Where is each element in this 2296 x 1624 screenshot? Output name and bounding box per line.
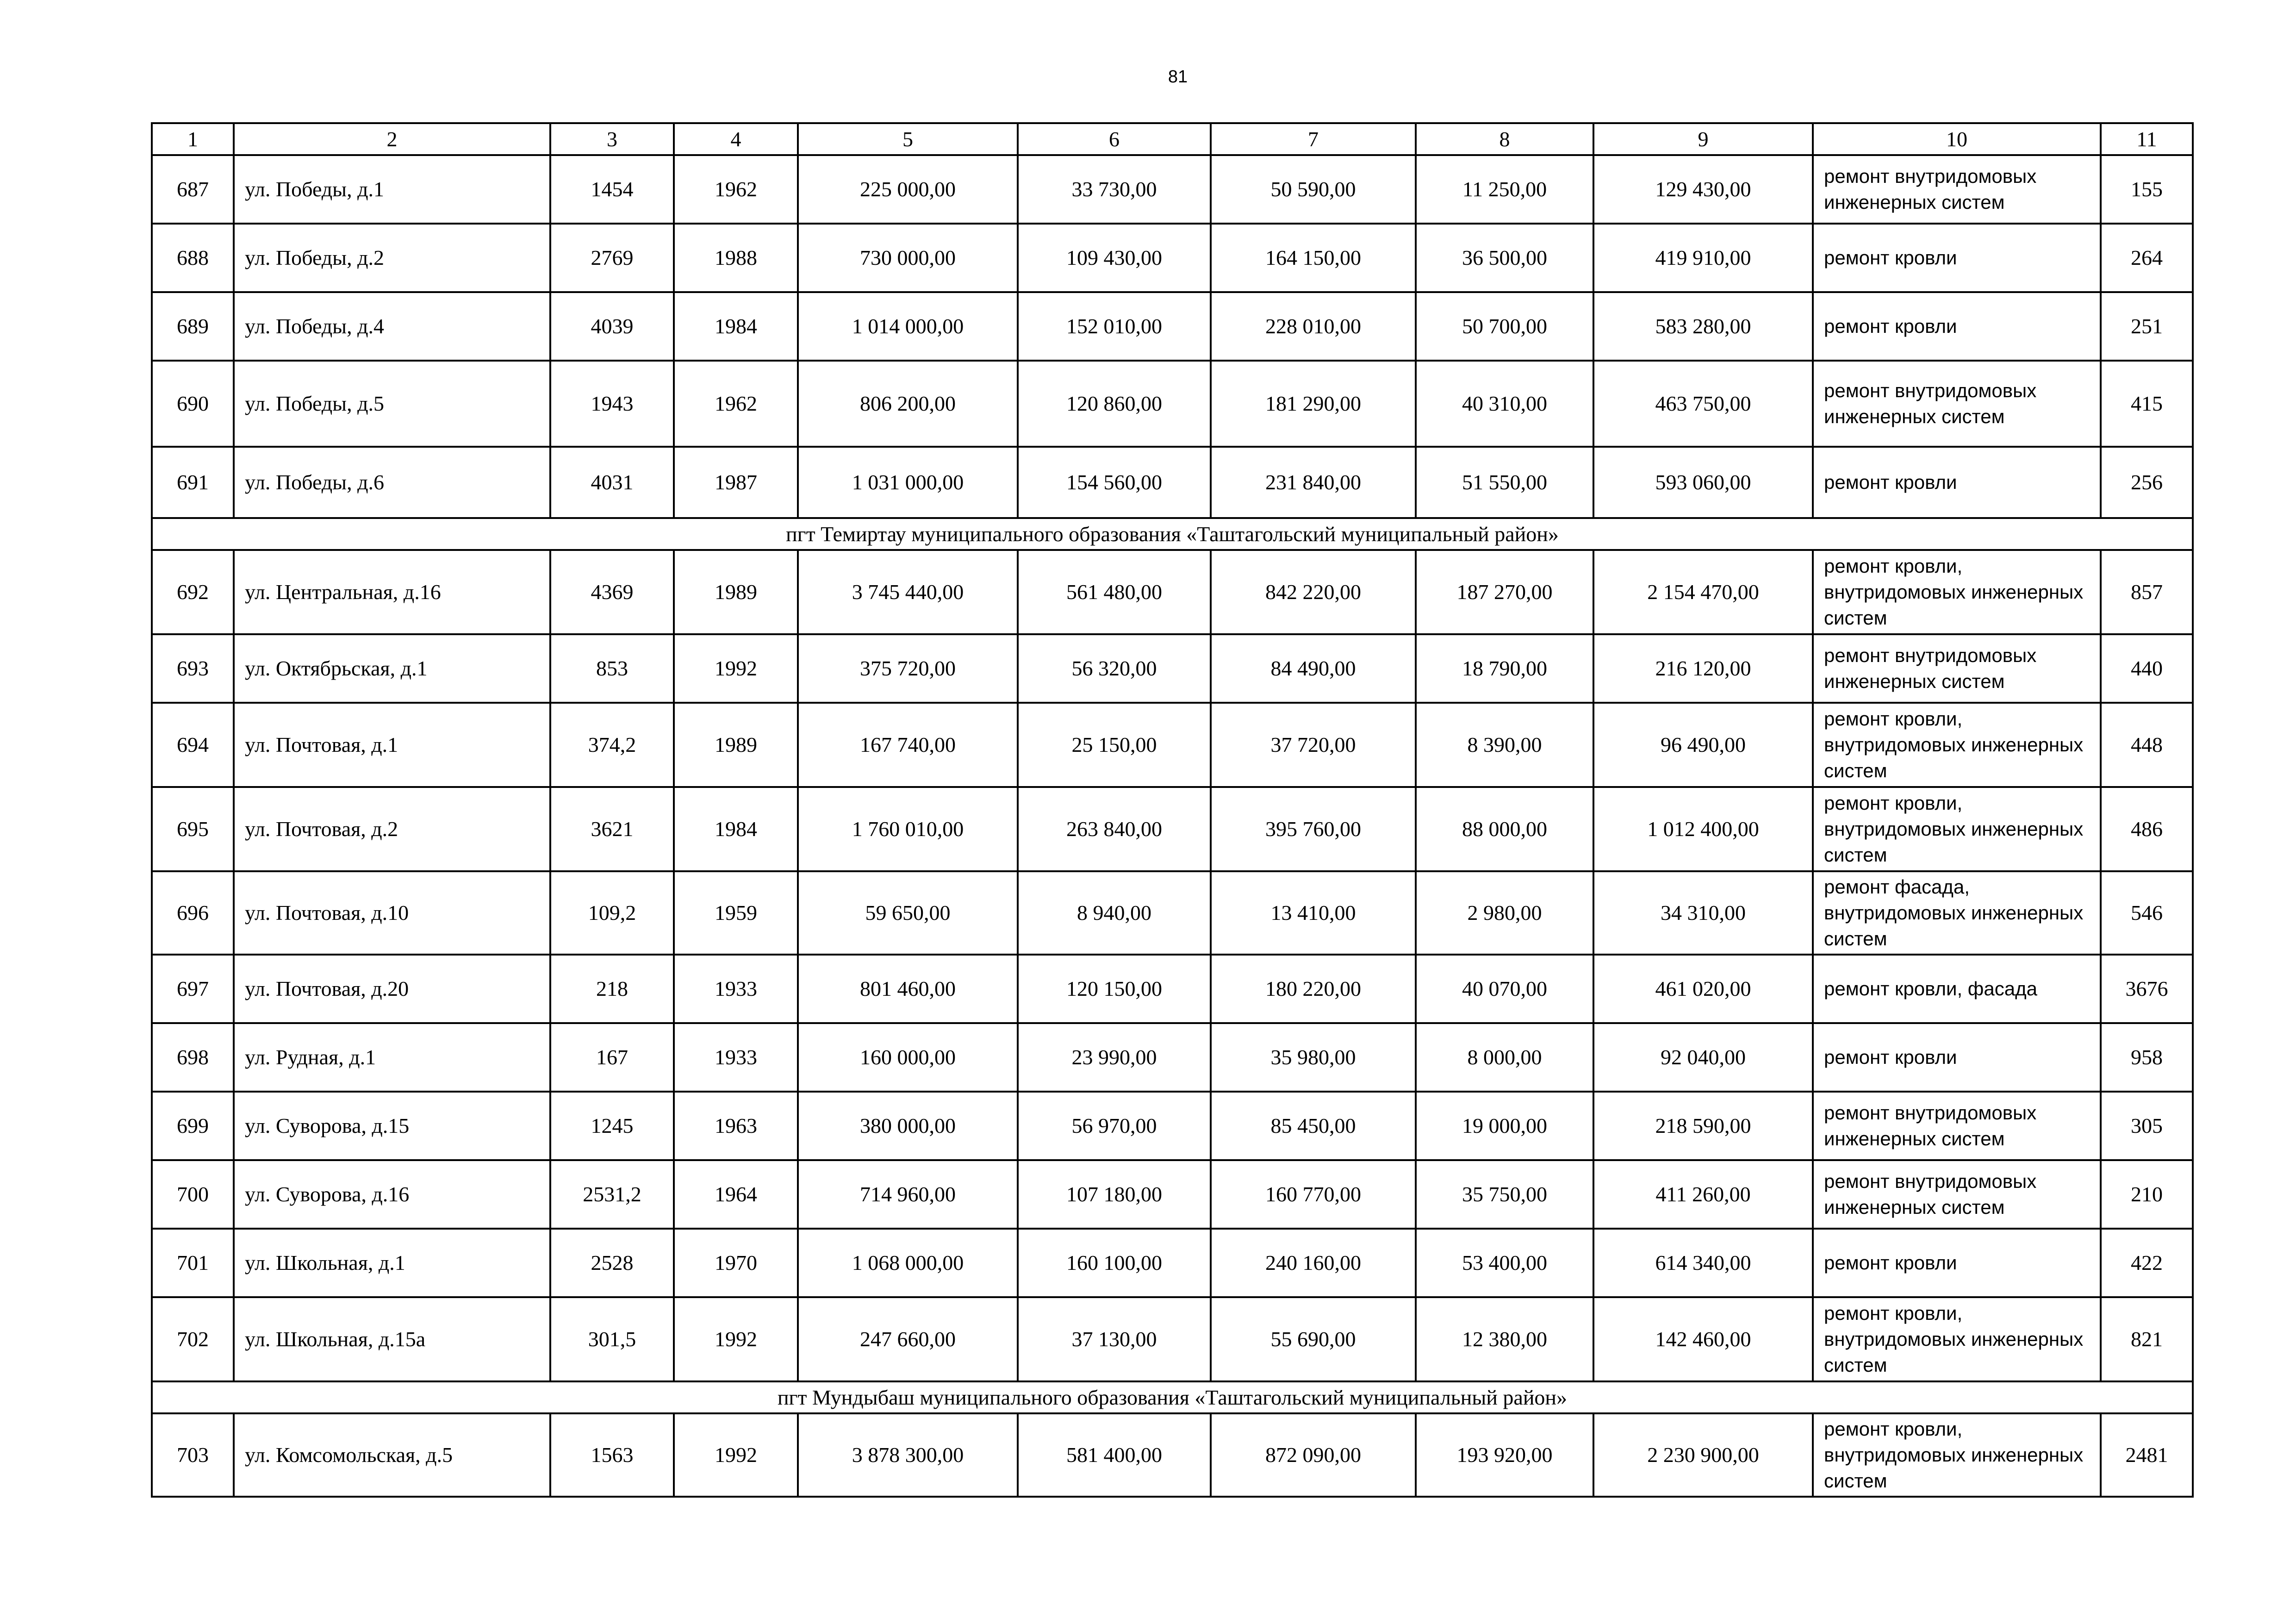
total-cost-cell: 3 878 300,00 [798,1413,1018,1497]
area-cell: 167 [550,1023,674,1092]
address-cell: ул. Суворова, д.15 [234,1092,550,1160]
area-cell: 2769 [550,224,674,292]
address-cell: ул. Победы, д.2 [234,224,550,292]
repair-type-cell: ремонт внутридомовых инженерных систем [1813,1160,2101,1229]
amount-col8-cell: 18 790,00 [1416,634,1593,703]
table-row [152,292,2193,361]
amount-col7-cell: 35 980,00 [1211,1023,1416,1092]
area-cell: 1245 [550,1092,674,1160]
value-col11-cell: 415 [2101,361,2193,447]
address-cell: ул. Комсомольская, д.5 [234,1413,550,1497]
amount-col6-cell: 152 010,00 [1018,292,1211,361]
total-cost-cell: 1 068 000,00 [798,1229,1018,1297]
amount-col9-cell: 2 230 900,00 [1593,1413,1813,1497]
address-cell: ул. Почтовая, д.1 [234,703,550,787]
total-cost-cell: 1 031 000,00 [798,447,1018,518]
area-cell: 1943 [550,361,674,447]
amount-col9-cell: 463 750,00 [1593,361,1813,447]
row-number-cell: 693 [152,634,234,703]
address-cell: ул. Почтовая, д.2 [234,787,550,871]
area-cell: 218 [550,955,674,1023]
table-row [152,871,2193,955]
area-cell: 1563 [550,1413,674,1497]
amount-col8-cell: 187 270,00 [1416,550,1593,634]
repair-type-cell: ремонт кровли [1813,1023,2101,1092]
value-col11-cell: 958 [2101,1023,2193,1092]
amount-col6-cell: 8 940,00 [1018,871,1211,955]
table-row [152,955,2193,1023]
amount-col8-cell: 88 000,00 [1416,787,1593,871]
amount-col8-cell: 8 390,00 [1416,703,1593,787]
value-col11-cell: 857 [2101,550,2193,634]
row-number-cell: 687 [152,155,234,224]
year-cell: 1970 [674,1229,798,1297]
table-row [152,224,2193,292]
amount-col6-cell: 23 990,00 [1018,1023,1211,1092]
year-cell: 1959 [674,871,798,955]
value-col11-cell: 2481 [2101,1413,2193,1497]
year-cell: 1992 [674,634,798,703]
table-row [152,634,2193,703]
year-cell: 1984 [674,787,798,871]
total-cost-cell: 375 720,00 [798,634,1018,703]
total-cost-cell: 167 740,00 [798,703,1018,787]
amount-col8-cell: 36 500,00 [1416,224,1593,292]
amount-col9-cell: 583 280,00 [1593,292,1813,361]
total-cost-cell: 714 960,00 [798,1160,1018,1229]
address-cell: ул. Школьная, д.1 [234,1229,550,1297]
amount-col7-cell: 228 010,00 [1211,292,1416,361]
amount-col8-cell: 2 980,00 [1416,871,1593,955]
amount-col7-cell: 231 840,00 [1211,447,1416,518]
total-cost-cell: 1 014 000,00 [798,292,1018,361]
row-number-cell: 689 [152,292,234,361]
year-cell: 1962 [674,361,798,447]
table-row [152,1092,2193,1160]
total-cost-cell: 380 000,00 [798,1092,1018,1160]
amount-col9-cell: 2 154 470,00 [1593,550,1813,634]
row-number-cell: 702 [152,1297,234,1381]
amount-col6-cell: 160 100,00 [1018,1229,1211,1297]
area-cell: 1454 [550,155,674,224]
amount-col8-cell: 12 380,00 [1416,1297,1593,1381]
year-cell: 1962 [674,155,798,224]
amount-col7-cell: 395 760,00 [1211,787,1416,871]
table-row [152,361,2193,447]
amount-col6-cell: 25 150,00 [1018,703,1211,787]
amount-col6-cell: 120 860,00 [1018,361,1211,447]
repair-type-cell: ремонт кровли, внутридомовых инженерных систем [1813,703,2101,787]
address-cell: ул. Почтовая, д.10 [234,871,550,955]
year-cell: 1963 [674,1092,798,1160]
row-number-cell: 692 [152,550,234,634]
total-cost-cell: 3 745 440,00 [798,550,1018,634]
column-header: 3 [550,123,674,155]
amount-col9-cell: 614 340,00 [1593,1229,1813,1297]
year-cell: 1984 [674,292,798,361]
area-cell: 301,5 [550,1297,674,1381]
repair-type-cell: ремонт кровли, внутридомовых инженерных систем [1813,1297,2101,1381]
amount-col6-cell: 56 970,00 [1018,1092,1211,1160]
value-col11-cell: 3676 [2101,955,2193,1023]
amount-col7-cell: 181 290,00 [1211,361,1416,447]
table-row [152,447,2193,518]
amount-col7-cell: 13 410,00 [1211,871,1416,955]
table-row [152,1229,2193,1297]
amount-col7-cell: 872 090,00 [1211,1413,1416,1497]
repair-type-cell: ремонт внутридомовых инженерных систем [1813,634,2101,703]
total-cost-cell: 247 660,00 [798,1297,1018,1381]
repair-type-cell: ремонт внутридомовых инженерных систем [1813,361,2101,447]
section-title: пгт Мундыбаш муниципального образования «Таштагольский муниципальный район» [152,1381,2193,1413]
address-cell: ул. Школьная, д.15а [234,1297,550,1381]
section-header-row [152,1381,2193,1413]
amount-col8-cell: 50 700,00 [1416,292,1593,361]
row-number-cell: 703 [152,1413,234,1497]
housing-repair-register-table [151,122,2194,1498]
address-cell: ул. Победы, д.6 [234,447,550,518]
amount-col9-cell: 218 590,00 [1593,1092,1813,1160]
area-cell: 2528 [550,1229,674,1297]
row-number-cell: 699 [152,1092,234,1160]
repair-type-cell: ремонт внутридомовых инженерных систем [1813,155,2101,224]
value-col11-cell: 422 [2101,1229,2193,1297]
year-cell: 1988 [674,224,798,292]
row-number-cell: 690 [152,361,234,447]
register-body [152,155,2193,1497]
amount-col8-cell: 53 400,00 [1416,1229,1593,1297]
amount-col6-cell: 120 150,00 [1018,955,1211,1023]
address-cell: ул. Почтовая, д.20 [234,955,550,1023]
value-col11-cell: 546 [2101,871,2193,955]
amount-col8-cell: 8 000,00 [1416,1023,1593,1092]
amount-col6-cell: 109 430,00 [1018,224,1211,292]
amount-col7-cell: 240 160,00 [1211,1229,1416,1297]
amount-col9-cell: 216 120,00 [1593,634,1813,703]
repair-type-cell: ремонт внутридомовых инженерных систем [1813,1092,2101,1160]
total-cost-cell: 806 200,00 [798,361,1018,447]
page-number: 81 [1168,67,1188,87]
table-row [152,787,2193,871]
amount-col6-cell: 581 400,00 [1018,1413,1211,1497]
value-col11-cell: 210 [2101,1160,2193,1229]
amount-col9-cell: 1 012 400,00 [1593,787,1813,871]
amount-col7-cell: 180 220,00 [1211,955,1416,1023]
area-cell: 109,2 [550,871,674,955]
amount-col7-cell: 164 150,00 [1211,224,1416,292]
column-header: 4 [674,123,798,155]
column-header: 2 [234,123,550,155]
section-header-row [152,518,2193,550]
amount-col8-cell: 19 000,00 [1416,1092,1593,1160]
row-number-cell: 698 [152,1023,234,1092]
value-col11-cell: 264 [2101,224,2193,292]
column-header: 10 [1813,123,2101,155]
column-header: 5 [798,123,1018,155]
repair-type-cell: ремонт кровли [1813,447,2101,518]
amount-col7-cell: 84 490,00 [1211,634,1416,703]
row-number-cell: 694 [152,703,234,787]
amount-col7-cell: 50 590,00 [1211,155,1416,224]
column-header: 11 [2101,123,2193,155]
table-row [152,1413,2193,1497]
table-row [152,550,2193,634]
area-cell: 4369 [550,550,674,634]
table-row [152,155,2193,224]
repair-type-cell: ремонт кровли, внутридомовых инженерных систем [1813,1413,2101,1497]
column-header: 7 [1211,123,1416,155]
value-col11-cell: 256 [2101,447,2193,518]
table-row [152,703,2193,787]
column-number-header-row [152,123,2193,155]
amount-col7-cell: 85 450,00 [1211,1092,1416,1160]
amount-col9-cell: 411 260,00 [1593,1160,1813,1229]
address-cell: ул. Суворова, д.16 [234,1160,550,1229]
year-cell: 1933 [674,1023,798,1092]
value-col11-cell: 821 [2101,1297,2193,1381]
amount-col8-cell: 51 550,00 [1416,447,1593,518]
value-col11-cell: 155 [2101,155,2193,224]
year-cell: 1989 [674,550,798,634]
amount-col6-cell: 37 130,00 [1018,1297,1211,1381]
column-header: 6 [1018,123,1211,155]
section-title: пгт Темиртау муниципального образования «Таштагольский муниципальный район» [152,518,2193,550]
row-number-cell: 696 [152,871,234,955]
row-number-cell: 701 [152,1229,234,1297]
amount-col6-cell: 33 730,00 [1018,155,1211,224]
amount-col9-cell: 96 490,00 [1593,703,1813,787]
year-cell: 1987 [674,447,798,518]
repair-type-cell: ремонт кровли [1813,1229,2101,1297]
column-header: 9 [1593,123,1813,155]
repair-type-cell: ремонт кровли, внутридомовых инженерных систем [1813,550,2101,634]
amount-col6-cell: 263 840,00 [1018,787,1211,871]
row-number-cell: 697 [152,955,234,1023]
repair-type-cell: ремонт кровли [1813,292,2101,361]
value-col11-cell: 440 [2101,634,2193,703]
area-cell: 4031 [550,447,674,518]
amount-col9-cell: 92 040,00 [1593,1023,1813,1092]
amount-col6-cell: 154 560,00 [1018,447,1211,518]
total-cost-cell: 59 650,00 [798,871,1018,955]
repair-type-cell: ремонт кровли, фасада [1813,955,2101,1023]
amount-col9-cell: 129 430,00 [1593,155,1813,224]
repair-type-cell: ремонт фасада, внутридомовых инженерных систем [1813,871,2101,955]
amount-col7-cell: 842 220,00 [1211,550,1416,634]
amount-col9-cell: 419 910,00 [1593,224,1813,292]
area-cell: 3621 [550,787,674,871]
repair-type-cell: ремонт кровли, внутридомовых инженерных систем [1813,787,2101,871]
row-number-cell: 695 [152,787,234,871]
table-row [152,1023,2193,1092]
address-cell: ул. Победы, д.4 [234,292,550,361]
amount-col7-cell: 37 720,00 [1211,703,1416,787]
total-cost-cell: 730 000,00 [798,224,1018,292]
amount-col9-cell: 142 460,00 [1593,1297,1813,1381]
amount-col9-cell: 34 310,00 [1593,871,1813,955]
area-cell: 4039 [550,292,674,361]
row-number-cell: 688 [152,224,234,292]
address-cell: ул. Рудная, д.1 [234,1023,550,1092]
year-cell: 1992 [674,1297,798,1381]
row-number-cell: 700 [152,1160,234,1229]
amount-col8-cell: 40 310,00 [1416,361,1593,447]
amount-col9-cell: 461 020,00 [1593,955,1813,1023]
area-cell: 2531,2 [550,1160,674,1229]
address-cell: ул. Центральная, д.16 [234,550,550,634]
value-col11-cell: 486 [2101,787,2193,871]
amount-col8-cell: 193 920,00 [1416,1413,1593,1497]
address-cell: ул. Октябрьская, д.1 [234,634,550,703]
total-cost-cell: 160 000,00 [798,1023,1018,1092]
table-row [152,1297,2193,1381]
repair-type-cell: ремонт кровли [1813,224,2101,292]
row-number-cell: 691 [152,447,234,518]
amount-col7-cell: 160 770,00 [1211,1160,1416,1229]
amount-col6-cell: 56 320,00 [1018,634,1211,703]
year-cell: 1992 [674,1413,798,1497]
total-cost-cell: 225 000,00 [798,155,1018,224]
amount-col8-cell: 40 070,00 [1416,955,1593,1023]
amount-col8-cell: 35 750,00 [1416,1160,1593,1229]
total-cost-cell: 1 760 010,00 [798,787,1018,871]
column-header: 8 [1416,123,1593,155]
amount-col6-cell: 107 180,00 [1018,1160,1211,1229]
year-cell: 1933 [674,955,798,1023]
total-cost-cell: 801 460,00 [798,955,1018,1023]
amount-col6-cell: 561 480,00 [1018,550,1211,634]
table-row [152,1160,2193,1229]
value-col11-cell: 251 [2101,292,2193,361]
amount-col8-cell: 11 250,00 [1416,155,1593,224]
value-col11-cell: 305 [2101,1092,2193,1160]
address-cell: ул. Победы, д.1 [234,155,550,224]
area-cell: 374,2 [550,703,674,787]
address-cell: ул. Победы, д.5 [234,361,550,447]
year-cell: 1964 [674,1160,798,1229]
year-cell: 1989 [674,703,798,787]
amount-col7-cell: 55 690,00 [1211,1297,1416,1381]
column-header: 1 [152,123,234,155]
area-cell: 853 [550,634,674,703]
amount-col9-cell: 593 060,00 [1593,447,1813,518]
value-col11-cell: 448 [2101,703,2193,787]
